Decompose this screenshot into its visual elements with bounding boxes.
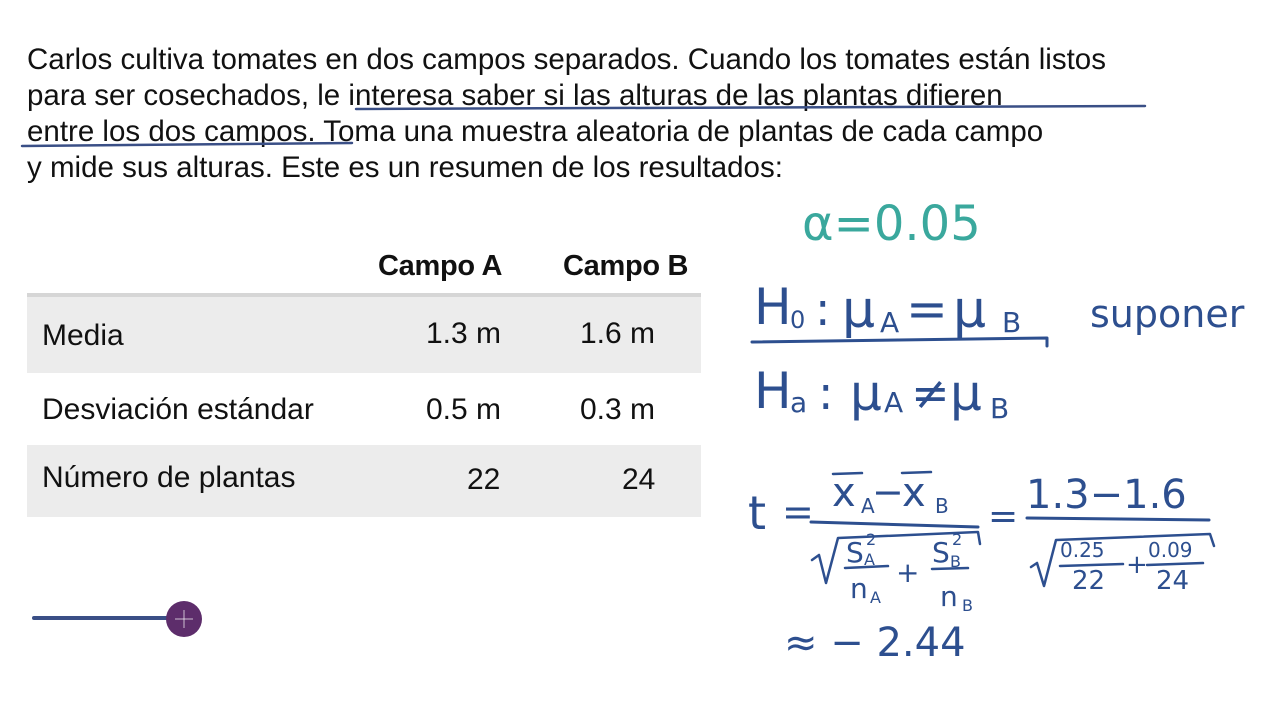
nb-subscript: B xyxy=(962,596,973,615)
cell-campo-b: 0.3 m xyxy=(580,393,656,426)
table-row-desviacion xyxy=(27,373,701,445)
ha-symbol: H xyxy=(754,362,792,420)
cell-campo-b: 24 xyxy=(622,463,656,496)
f1-numerator: 0.25 xyxy=(1060,538,1105,562)
row-label: Número de plantas xyxy=(42,461,296,494)
value-equals: = xyxy=(988,496,1019,537)
cell-campo-a: 0.5 m xyxy=(426,393,502,426)
h0-mu-b: μ xyxy=(953,280,987,340)
prompt-line-2-start: para ser cosechados, xyxy=(27,79,318,112)
cell-campo-a: 22 xyxy=(467,463,501,496)
sb-subscript: B xyxy=(950,552,961,571)
column-header-campo-b: Campo B xyxy=(563,250,689,282)
table-row-media xyxy=(27,293,701,373)
xb-symbol: x xyxy=(902,470,926,516)
summary-table xyxy=(27,293,701,517)
sb-symbol: S xyxy=(932,536,950,569)
f2-numerator: 0.09 xyxy=(1148,538,1193,562)
prompt-underlined-question-end: entre los dos campos. xyxy=(27,115,316,148)
ha-mu-a-sub: A xyxy=(884,386,904,419)
na-symbol: n xyxy=(850,572,868,605)
cell-campo-a: 1.3 m xyxy=(426,317,502,350)
xa-symbol: x xyxy=(832,470,856,516)
ha-mu-b: μ xyxy=(950,364,982,422)
t-numerator-minus: − xyxy=(872,470,904,514)
sa-subscript: A xyxy=(864,550,875,569)
h0-subscript: 0 xyxy=(790,306,806,334)
t-fraction-bar xyxy=(811,522,978,527)
h0-equals: = xyxy=(906,280,948,338)
h0-underline xyxy=(752,338,1047,346)
ha-colon: : xyxy=(818,366,834,420)
question-underline-2 xyxy=(22,143,352,146)
sb-superscript: 2 xyxy=(952,530,963,549)
question-underline-1 xyxy=(356,106,1145,109)
value-denominator-plus: + xyxy=(1126,550,1148,580)
f1-denominator: 22 xyxy=(1072,566,1106,596)
ha-mu-b-sub: B xyxy=(990,392,1010,425)
t-symbol: t xyxy=(748,486,767,540)
ha-subscript: a xyxy=(790,386,808,419)
row-label: Media xyxy=(42,319,124,352)
prompt-underlined-question: le interesa saber si las alturas de las plantas difieren xyxy=(317,79,1003,112)
row-label: Desviación estándar xyxy=(42,393,314,426)
prompt-line-4: y mide sus alturas. Este es un resumen de los resultados: xyxy=(27,151,783,184)
na-subscript: A xyxy=(870,588,881,607)
xa-subscript: A xyxy=(861,494,875,518)
column-header-campo-a: Campo A xyxy=(378,250,503,282)
h0-mu-b-sub: B xyxy=(1002,306,1022,339)
h0-mu-a: μ xyxy=(842,280,876,340)
video-progress-track[interactable] xyxy=(32,616,184,620)
t-denominator-plus: + xyxy=(896,556,920,589)
f2-fraction-bar xyxy=(1147,563,1203,565)
h0-colon: : xyxy=(815,282,831,336)
value-numerator: 1.3−1.6 xyxy=(1026,472,1187,518)
xb-subscript: B xyxy=(935,494,949,518)
alpha-value: α=0.05 xyxy=(802,196,981,252)
h0-mu-a-sub: A xyxy=(880,306,900,339)
table-row-numero xyxy=(27,445,701,517)
video-progress-knob[interactable] xyxy=(166,601,202,637)
sa-symbol: S xyxy=(846,536,864,569)
f2-denominator: 24 xyxy=(1156,566,1190,596)
h0-symbol: H xyxy=(754,278,792,336)
ha-mu-a: μ xyxy=(850,364,882,422)
t-equals: = xyxy=(782,490,814,534)
suponer-note: suponer xyxy=(1090,292,1245,336)
cell-campo-b: 1.6 m xyxy=(580,317,656,350)
prompt-line-3-rest: Toma una muestra aleatoria de plantas de cada campo xyxy=(315,115,1044,148)
ha-not-equal: ≠ xyxy=(911,366,950,420)
prompt-line-1: Carlos cultiva tomates en dos campos separados. Cuando los tomates están listos xyxy=(27,43,1106,76)
sa-superscript: 2 xyxy=(866,530,877,549)
value-fraction-bar xyxy=(1027,518,1209,520)
t-result: ≈ − 2.44 xyxy=(784,620,966,666)
nb-symbol: n xyxy=(940,580,958,613)
